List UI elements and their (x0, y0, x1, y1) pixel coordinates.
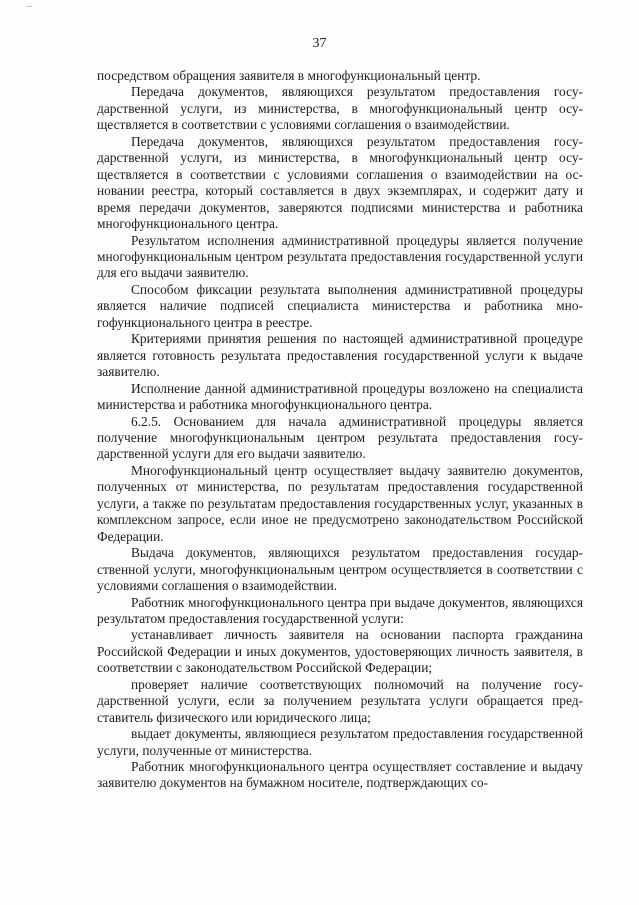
list-item: проверяет наличие соответствующих полномочий на получение государственной услуги, если за получением результата услуги обращается представитель физического или юридического лица; (97, 676, 583, 725)
paragraph: Работник многофункционального центра осуществляет составление и выдачу заявителю документов на бумажном носителе, подтверждающих со- (97, 759, 583, 791)
page-number: 37 (312, 36, 327, 51)
paragraph: Выдача документов, являющихся результатом предоставления государственной услуги, многофункциональным центром осуществляется в соответствии с условиями соглашения о взаимодействии. (97, 545, 583, 594)
list-item: выдает документы, являющиеся результатом предоставления государственной услуги, полученные от министерства. (97, 726, 583, 758)
paragraph: Способом фиксации результата выполнения административной процедуры является наличие подписей специалиста министерства и работника многофункционального центра в реестре. (97, 281, 583, 330)
paragraph-continuation: посредством обращения заявителя в многофункциональный центр. (97, 68, 481, 83)
section-paragraph-6-2-5: 6.2.5. Основанием для начала административной процедуры является получение многофункциональным центром результата предоставления государственной услуги для его выдачи заявителю. (97, 413, 583, 462)
paragraph: Передача документов, являющихся результатом предоставления государственной услуги, из министерства, в многофункциональный центр осуществляется в соответствии с условиями соглашения о взаимодействии на основании реестра, который составляется в двух экземплярах, и содержит дату и время передачи документов, заверяются подписями министерства и работника многофункционального центра. (97, 133, 583, 232)
paragraph: Критериями принятия решения по настоящей административной процедуре является готовность результата предоставления государственной услуги к выдаче заявителю. (97, 331, 583, 380)
list-item: устанавливает личность заявителя на основании паспорта гражданина Российской Федерации и иных документов, удостоверяющих личность заявителя, в соответствии с законодательством Российской Федерации; (97, 627, 583, 676)
paragraph: Работник многофункционального центра при выдаче документов, являющихся результатом предоставления государственной услуги: (97, 594, 583, 626)
scan-mark (26, 6, 32, 7)
paragraph: Результатом исполнения административной процедуры является получение многофункциональным центром результата предоставления государственной услуги для его выдачи заявителю. (97, 232, 583, 281)
paragraph: Исполнение данной административной процедуры возложено на специалиста министерства и работника многофункционального центра. (97, 380, 583, 413)
paragraph: Передача документов, являющихся результатом предоставления государственной услуги, из министерства, в многофункциональный центр осуществляется в соответствии с условиями соглашения о взаимодействии. (97, 84, 583, 133)
paragraph: Многофункциональный центр осуществляет выдачу заявителю документов, полученных от министерства, по результатам предоставления государственной услуги, а также по результатам предоставления государственных услуг, указанных в комплексном запросе, если иное не предусмотрено законодательством Российской Федерации. (97, 462, 583, 544)
document-body (97, 68, 583, 792)
